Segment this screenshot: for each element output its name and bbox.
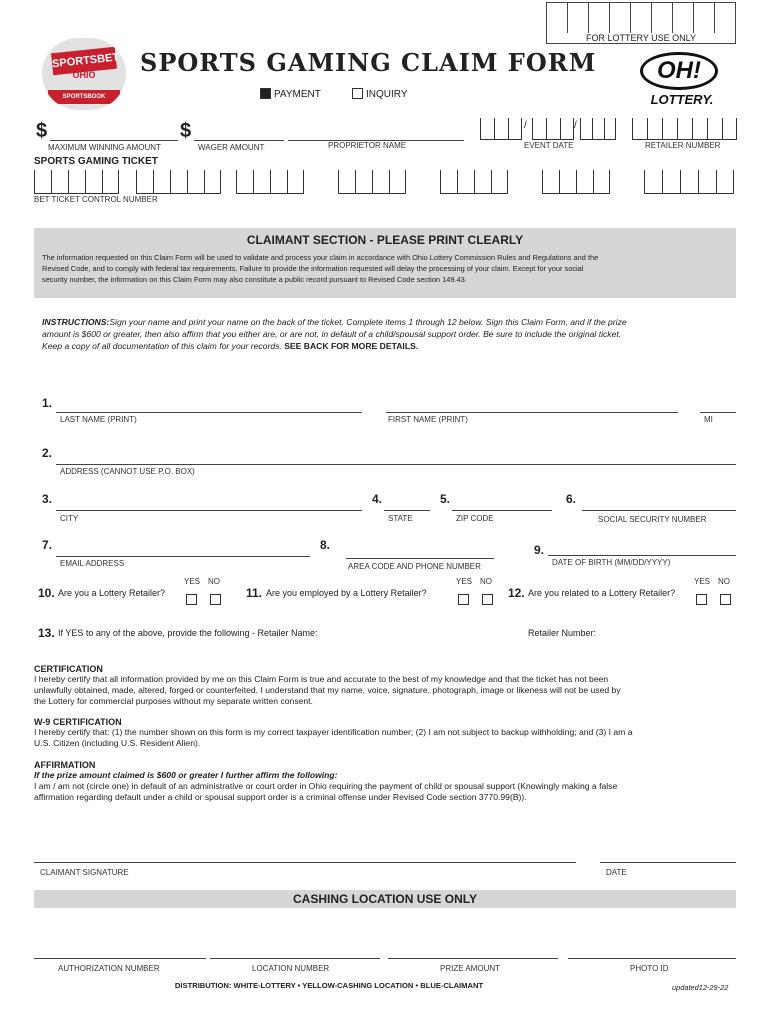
claimant-signature-input[interactable] (34, 862, 576, 863)
affirmation-line-2: affirmation regarding default under a child or spousal support order is a criminal offense under Revised Code section 3770.99(B)). (34, 792, 527, 802)
first-name-label: FIRST NAME (PRINT) (388, 415, 468, 424)
affirmation-subheading: If the prize amount claimed is $600 or greater I further affirm the following: (34, 770, 338, 780)
question-12: Are you related to a Lottery Retailer? (528, 588, 676, 598)
address-label: ADDRESS (CANNOT USE P.O. BOX) (60, 467, 195, 476)
signature-date-label: DATE (606, 868, 627, 877)
q11-no-checkbox[interactable] (482, 594, 493, 605)
see-back-details: SEE BACK FOR MORE DETAILS. (284, 341, 419, 351)
event-date-sep-2: / (574, 120, 577, 131)
address-input[interactable] (56, 464, 736, 465)
ohio-lottery-logo (640, 52, 720, 108)
q12-no-checkbox[interactable] (720, 594, 731, 605)
phone-input[interactable] (346, 558, 494, 559)
item-9-number: 9. (534, 543, 545, 557)
zip-input[interactable] (452, 510, 552, 511)
claimant-info-line-3: security number, the information on this Claim Form may also constitute a public record pursuant to Revised Code section 149.43. (42, 275, 467, 284)
claimant-info-line-1: The information requested on this Claim Form will be used to validate and process your claim in accordance with Ohio Lottery Commission Rules and Regulations and the (42, 253, 599, 262)
inquiry-checkbox[interactable] (352, 88, 363, 99)
item-2-number: 2. (42, 446, 53, 460)
lottery-use-only-label: FOR LOTTERY USE ONLY (585, 33, 697, 43)
bet-ticket-control-label: BET TICKET CONTROL NUMBER (34, 195, 158, 204)
w9-heading: W-9 CERTIFICATION (34, 717, 122, 727)
retailer-number-question-label: Retailer Number: (528, 628, 597, 638)
q11-yes-checkbox[interactable] (458, 594, 469, 605)
event-date-boxes[interactable] (480, 118, 618, 142)
instructions-line-1: Sign your name and print your name on the back of the ticket. Complete items 1 through 12 below. Sign this Claim Form, and if the prize (109, 317, 627, 327)
last-name-label: LAST NAME (PRINT) (60, 415, 137, 424)
certification-heading: CERTIFICATION (34, 664, 103, 674)
phone-label: AREA CODE AND PHONE NUMBER (348, 562, 481, 571)
distribution-note: DISTRIBUTION: WHITE-LOTTERY • YELLOW-CASHING LOCATION • BLUE-CLAIMANT (174, 981, 484, 990)
certification-line-3: the Lottery for commercial purposes without my separate written consent. (34, 696, 313, 706)
prize-amount-label: PRIZE AMOUNT (440, 964, 501, 973)
prize-amount-input[interactable] (388, 958, 558, 959)
dob-label: DATE OF BIRTH (MM/DD/YYYY) (552, 558, 671, 567)
question-13: If YES to any of the above, provide the following - Retailer Name: (58, 628, 318, 638)
q10-no-checkbox[interactable] (210, 594, 221, 605)
yes-label-10: YES (184, 577, 201, 586)
affirmation-text (34, 781, 744, 803)
bet-ticket-control-boxes[interactable] (34, 170, 738, 196)
dollar-sign-2: $ (180, 120, 192, 142)
photo-id-input[interactable] (568, 958, 736, 959)
city-input[interactable] (56, 510, 362, 511)
authorization-number-label: AUTHORIZATION NUMBER (58, 964, 160, 973)
retailer-number-boxes[interactable] (632, 118, 738, 142)
location-number-input[interactable] (210, 958, 380, 959)
w9-line-1: I hereby certify that: (1) the number shown on this form is my correct taxpayer identification number; (2) I am not subject to backup withholding; and (3) I am a (34, 727, 633, 737)
page-title: SPORTS GAMING CLAIM FORM (140, 48, 597, 77)
item-7-number: 7. (42, 538, 53, 552)
item-1-number: 1. (42, 396, 53, 410)
item-8-number: 8. (320, 538, 331, 552)
max-winning-amount-line[interactable] (50, 140, 178, 141)
logo-mid-text: OHIO (72, 70, 96, 80)
affirmation-heading: AFFIRMATION (34, 760, 96, 770)
item-10-number: 10. (38, 586, 55, 600)
wager-amount-label: WAGER AMOUNT (198, 143, 265, 152)
dob-input[interactable] (548, 555, 736, 556)
updated-date: updated12-29-22 (672, 983, 729, 992)
item-6-number: 6. (566, 492, 577, 506)
first-name-input[interactable] (386, 412, 678, 413)
state-input[interactable] (384, 510, 430, 511)
location-number-label: LOCATION NUMBER (252, 964, 330, 973)
zip-label: ZIP CODE (456, 514, 494, 523)
certification-text (34, 674, 744, 707)
instructions-label: INSTRUCTIONS: (42, 317, 110, 327)
instructions (42, 316, 742, 352)
photo-id-label: PHOTO ID (630, 964, 669, 973)
email-input[interactable] (56, 556, 310, 557)
inquiry-label: INQUIRY (366, 89, 408, 100)
item-12-number: 12. (508, 586, 525, 600)
w9-text (34, 727, 744, 749)
question-11: Are you employed by a Lottery Retailer? (266, 588, 427, 598)
item-13-number: 13. (38, 626, 55, 640)
affirmation-line-1: I am / am not (circle one) in default of an administrative or court order in Ohio requiring the payment of child or spousal support (Knowingly making a false (34, 781, 618, 791)
item-5-number: 5. (440, 492, 451, 506)
yes-label-11: YES (456, 577, 473, 586)
no-label-10: NO (208, 577, 220, 586)
payment-checkbox[interactable] (260, 88, 271, 99)
no-label-11: NO (480, 577, 492, 586)
sports-gaming-ticket-heading: SPORTS GAMING TICKET (34, 156, 158, 167)
instructions-line-3: Keep a copy of all documentation of this claim for your records. (42, 341, 282, 351)
ssn-label: SOCIAL SECURITY NUMBER (598, 515, 707, 524)
retailer-number-label: RETAILER NUMBER (645, 141, 721, 150)
lottery-logo-text: LOTTERY. (650, 92, 714, 107)
logo-top-text: SPORTSBET (51, 47, 117, 76)
no-label-12: NO (718, 577, 730, 586)
dollar-sign-1: $ (36, 120, 48, 142)
mi-label: MI (704, 415, 713, 424)
sportsbet-logo (42, 38, 126, 110)
certification-line-1: I hereby certify that all information provided by me on this Claim Form is true and accurate to the best of my knowledge and that the ticket has not been (34, 674, 609, 684)
event-date-label: EVENT DATE (524, 141, 574, 150)
instructions-line-2: amount is $600 or greater, then also affirm that you either are, or are not, in default of a child/spousal support order. Be sure to include the original ticket. (42, 329, 622, 339)
signature-date-input[interactable] (600, 862, 736, 863)
logo-bottom-text: SPORTSBOOK (48, 90, 120, 104)
yes-label-12: YES (694, 577, 711, 586)
item-4-number: 4. (372, 492, 383, 506)
q10-yes-checkbox[interactable] (186, 594, 197, 605)
last-name-input[interactable] (56, 412, 362, 413)
city-label: CITY (60, 514, 79, 523)
lottery-use-only-box (546, 2, 736, 44)
q12-yes-checkbox[interactable] (696, 594, 707, 605)
payment-label: PAYMENT (274, 89, 321, 100)
claimant-heading: CLAIMANT SECTION - PLEASE PRINT CLEARLY (246, 233, 524, 247)
mi-input[interactable] (700, 412, 736, 413)
proprietor-name-label: PROPRIETOR NAME (328, 141, 407, 150)
w9-line-2: U.S. Citizen (including U.S. Resident Alien). (34, 738, 201, 748)
authorization-number-input[interactable] (34, 958, 206, 959)
event-date-sep-1: / (524, 120, 527, 131)
question-10: Are you a Lottery Retailer? (58, 588, 166, 598)
claimant-signature-label: CLAIMANT SIGNATURE (40, 868, 129, 877)
ssn-input[interactable] (582, 510, 736, 511)
state-label: STATE (388, 514, 413, 523)
email-label: EMAIL ADDRESS (60, 559, 125, 568)
claimant-info-line-2: Revised Code, and to comply with federal tax requirements. Failure to provide the information requested will delay the processing of your claim. Except for your social (42, 264, 584, 273)
oh-logo-text: OH! (640, 52, 718, 90)
cashing-location-heading: CASHING LOCATION USE ONLY (292, 892, 477, 906)
max-winning-amount-label: MAXIMUM WINNING AMOUNT (48, 143, 161, 152)
wager-amount-line[interactable] (194, 140, 284, 141)
certification-line-2: unlawfully obtained, made, altered, forged or counterfeited. I understand that my name, voice, signature, photograph, image or likeness will not be used by (34, 685, 621, 695)
item-3-number: 3. (42, 492, 53, 506)
item-11-number: 11. (246, 586, 263, 600)
